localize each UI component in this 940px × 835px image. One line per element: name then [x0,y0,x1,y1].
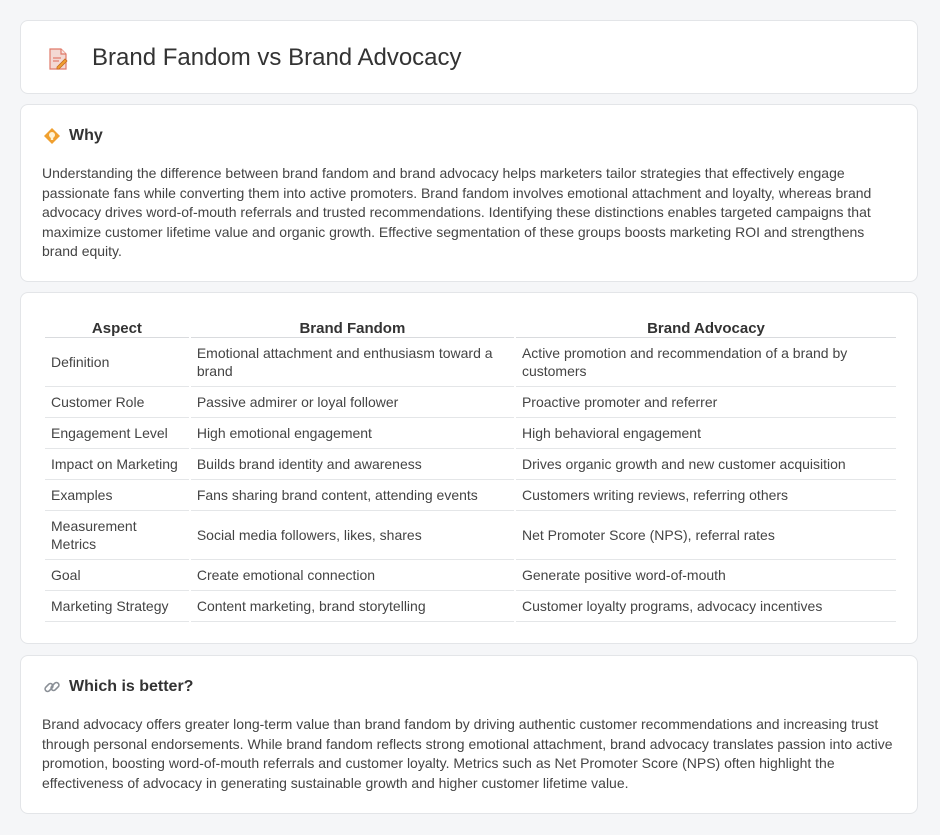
table-row [45,418,896,449]
why-heading: Why [69,127,103,144]
cell-advocacy: Customers writing reviews, referring others [516,480,896,511]
header-card [20,20,918,94]
cell-fandom: Content marketing, brand storytelling [191,591,514,622]
cell-aspect: Impact on Marketing [45,449,189,480]
why-section [20,104,918,282]
table-row [45,511,896,560]
cell-aspect: Examples [45,480,189,511]
header-brand-fandom: Brand Fandom [191,315,514,338]
table-row [45,591,896,622]
cell-fandom: Emotional attachment and enthusiasm toward a brand [191,338,514,387]
cell-advocacy: Customer loyalty programs, advocacy incentives [516,591,896,622]
why-text: Understanding the difference between brand fandom and brand advocacy helps marketers tailor strategies that effectively engage passionate fans while converting them into active promoters. Brand fandom involves emotional attachment and loyalty, whereas brand advocacy drives word-of-mouth referrals and trusted recommendations. Identifying these distinctions enables targeted campaigns that maximize customer lifetime value and organic growth. Effective segmentation of these groups boosts marketing ROI and strengthens brand equity. [42,165,872,259]
cell-aspect: Marketing Strategy [45,591,189,622]
cell-advocacy: Net Promoter Score (NPS), referral rates [516,511,896,560]
better-header [43,678,193,696]
cell-advocacy: Proactive promoter and referrer [516,387,896,418]
cell-aspect: Definition [45,338,189,387]
cell-fandom: Passive admirer or loyal follower [191,387,514,418]
cell-advocacy: Drives organic growth and new customer acquisition [516,449,896,480]
cell-fandom: High emotional engagement [191,418,514,449]
better-text: Brand advocacy offers greater long-term value than brand fandom by driving authentic customer recommendations and increasing trust through personal endorsements. While brand fandom reflects strong emotional attachment, brand advocacy translates passion into active promotion, boosting word-of-mouth referrals and customer loyalty. Metrics such as Net Promoter Score (NPS) often highlight the effectiveness of advocacy in generating sustainable growth and higher customer lifetime value. [42,716,893,791]
cell-advocacy: Generate positive word-of-mouth [516,560,896,591]
cell-fandom: Builds brand identity and awareness [191,449,514,480]
diamond-bulb-icon [43,127,61,145]
why-header [43,127,103,145]
document-pencil-icon [47,47,69,71]
table-row [45,449,896,480]
which-is-better-section [20,655,918,814]
cell-fandom: Fans sharing brand content, attending events [191,480,514,511]
cell-advocacy: Active promotion and recommendation of a brand by customers [516,338,896,387]
header-aspect: Aspect [45,315,189,338]
header-brand-advocacy: Brand Advocacy [516,315,896,338]
cell-aspect: Measurement Metrics [45,511,189,560]
cell-fandom: Social media followers, likes, shares [191,511,514,560]
table-row [45,560,896,591]
cell-fandom: Create emotional connection [191,560,514,591]
link-icon [43,678,61,696]
cell-aspect: Goal [45,560,189,591]
table-row [45,338,896,387]
cell-advocacy: High behavioral engagement [516,418,896,449]
table-header-row [45,315,896,338]
cell-aspect: Engagement Level [45,418,189,449]
comparison-table [43,315,898,622]
better-heading: Which is better? [69,678,194,695]
cell-aspect: Customer Role [45,387,189,418]
comparison-table-card [20,292,918,644]
page-title: Brand Fandom vs Brand Advocacy [92,44,462,71]
table-row [45,480,896,511]
table-row [45,387,896,418]
